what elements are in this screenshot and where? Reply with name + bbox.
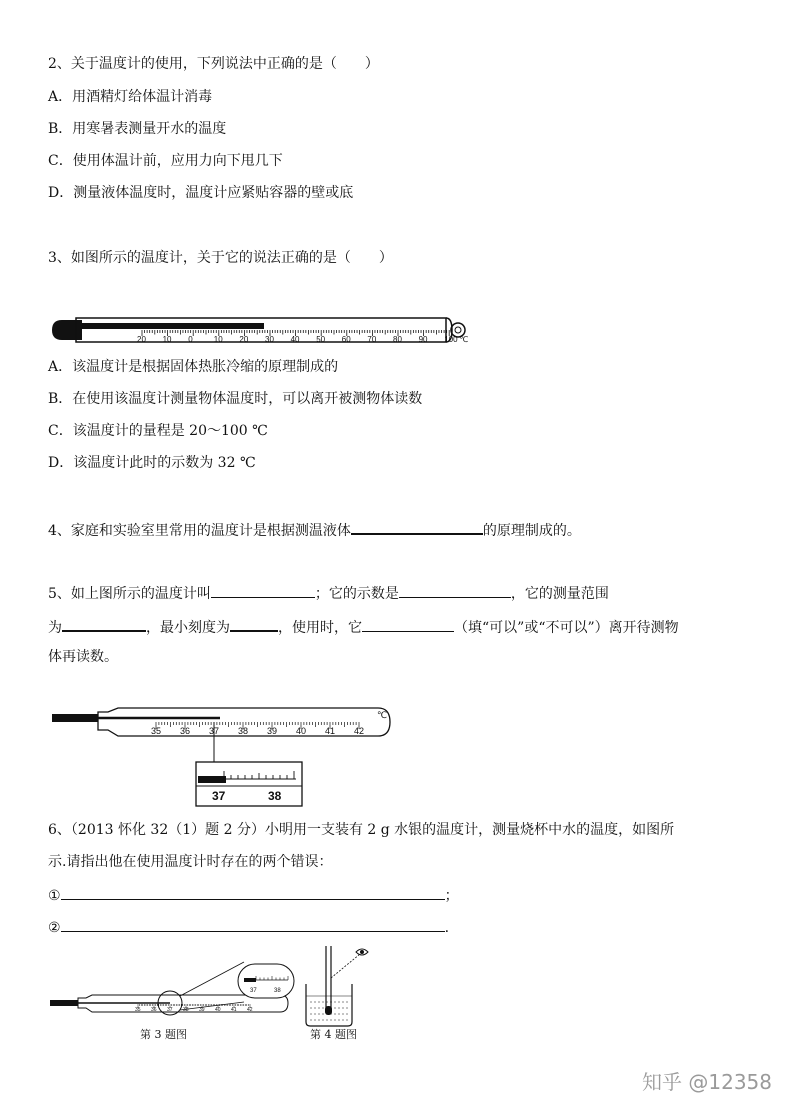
watermark: 知乎 @12358 xyxy=(642,1070,772,1094)
q5-scale-label: 39 xyxy=(267,726,278,736)
q3-scale-label: 20 xyxy=(239,335,249,344)
q3-scale-label: 30 xyxy=(265,335,274,344)
caption-fig4: 第 4 题图 xyxy=(310,1028,357,1041)
q3-scale-unit: ℃ xyxy=(459,335,468,344)
q2-option-c: C．使用体温计前，应用力向下甩几下 xyxy=(48,153,283,169)
q5-scale-label: 41 xyxy=(325,726,336,736)
q5-blank-division[interactable] xyxy=(230,616,278,632)
q5-text-d: 为 xyxy=(48,620,62,636)
q6-mark-1: ① xyxy=(48,888,61,904)
q5-clinical-thermometer-figure xyxy=(48,700,398,808)
q5-scale-label: 37 xyxy=(209,726,220,736)
q2-option-a: A．用酒精灯给体温计消毒 xyxy=(48,89,213,105)
q5-scale-label: 42 xyxy=(354,726,365,736)
q5-scale-label: 35 xyxy=(151,726,162,736)
q5-blank-can-leave[interactable] xyxy=(362,617,454,632)
q5-text-b: ；它的示数是 xyxy=(314,586,399,602)
q5-text-a: 5、如上图所示的温度计叫 xyxy=(48,586,211,602)
q3-option-c: C．该温度计的量程是 20～100 ℃ xyxy=(48,423,268,439)
q3-scale-label: 60 xyxy=(341,335,351,344)
q6-end-1: ； xyxy=(444,888,459,904)
q3-thermometer-figure xyxy=(48,312,468,348)
small-zoom-37: 37 xyxy=(250,988,257,994)
q3-option-d: D．该温度计此时的示数为 32 ℃ xyxy=(48,455,256,471)
q5-text-f: ，使用时，它 xyxy=(278,620,362,636)
q2-option-b: B．用寒暑表测量开水的温度 xyxy=(48,121,227,137)
q4-answer-blank[interactable] xyxy=(351,519,483,535)
q6-scale-label: 38 xyxy=(183,1007,189,1013)
q5-text-c: ，它的测量范围 xyxy=(510,586,609,602)
q3-option-a: A．该温度计是根据固体热胀冷缩的原理制成的 xyxy=(48,359,339,375)
q4-line xyxy=(48,519,581,540)
q5-scale-unit: ℃ xyxy=(377,710,388,720)
q5-line-2 xyxy=(48,616,679,637)
mercury-column xyxy=(82,323,264,329)
caption-fig3: 第 3 题图 xyxy=(140,1028,187,1041)
q6-scale-label: 35 xyxy=(135,1007,141,1013)
q3-scale-label: 50 xyxy=(316,335,326,344)
q5-line-1 xyxy=(48,583,609,603)
q3-scale-label: 90 xyxy=(418,335,428,344)
q5-text-g: （填“可以”或“不可以”）离开待测物 xyxy=(454,620,679,636)
q3-scale-label: 10 xyxy=(213,335,223,344)
q6-scale-label: 40 xyxy=(215,1007,221,1013)
q6-scale-label: 41 xyxy=(231,1007,237,1013)
q6-figures xyxy=(48,946,378,1046)
q3-scale-label: 20 xyxy=(137,335,146,344)
q3-scale-label: 100 xyxy=(444,335,458,344)
q5-blank-range[interactable] xyxy=(62,616,146,632)
q5-scale-label: 38 xyxy=(238,726,249,736)
zoom-label-37: 37 xyxy=(212,789,226,803)
q6-scale-label: 39 xyxy=(199,1007,205,1013)
q3-option-b: B．在使用该温度计测量物体温度时，可以离开被测物体读数 xyxy=(48,391,423,407)
q6-scale-label: 36 xyxy=(151,1007,157,1013)
q6-line-2: 示.请指出他在使用温度计时存在的两个错误： xyxy=(48,854,333,870)
q6-scale-label: 37 xyxy=(167,1007,173,1013)
q5-blank-name[interactable] xyxy=(211,583,315,598)
q6-item-2 xyxy=(48,917,449,937)
q6-item-1 xyxy=(48,885,459,905)
q3-scale-label: 10 xyxy=(162,335,172,344)
q6-end-2: . xyxy=(444,920,450,936)
q4-text-post: 的原理制成的。 xyxy=(482,523,581,539)
q6-line-1: 6、（2013 怀化 32（1）题 2 分）小明用一支装有 2 g 水银的温度计，测量烧杯中水的温度，如图所 xyxy=(48,822,675,838)
q6-mark-2: ② xyxy=(48,920,61,936)
q5-line-3: 体再读数。 xyxy=(48,649,118,665)
q3-scale-label: 70 xyxy=(367,335,377,344)
q5-text-e: ，最小刻度为 xyxy=(146,620,230,636)
small-zoom-38: 38 xyxy=(274,988,281,994)
q4-text-pre: 4、家庭和实验室里常用的温度计是根据测温液体 xyxy=(48,523,351,539)
q6-scale-label: 42 xyxy=(247,1007,253,1013)
zoom-label-38: 38 xyxy=(268,789,282,803)
q3-scale-label: 40 xyxy=(290,335,300,344)
q2-option-d: D．测量液体温度时，温度计应紧贴容器的壁或底 xyxy=(48,185,354,201)
q3-scale-label: 80 xyxy=(393,335,402,344)
q6-blank-1[interactable] xyxy=(61,885,445,900)
q3-scale-label: 0 xyxy=(188,335,193,344)
q6-blank-2[interactable] xyxy=(61,917,445,932)
q5-scale-label: 36 xyxy=(180,726,191,736)
q5-scale-label: 40 xyxy=(296,726,307,736)
q5-blank-reading[interactable] xyxy=(399,583,511,598)
q3-stem: 3、如图所示的温度计，关于它的说法正确的是（ ） xyxy=(48,250,393,266)
q2-stem: 2、关于温度计的使用，下列说法中正确的是（ ） xyxy=(48,56,379,72)
